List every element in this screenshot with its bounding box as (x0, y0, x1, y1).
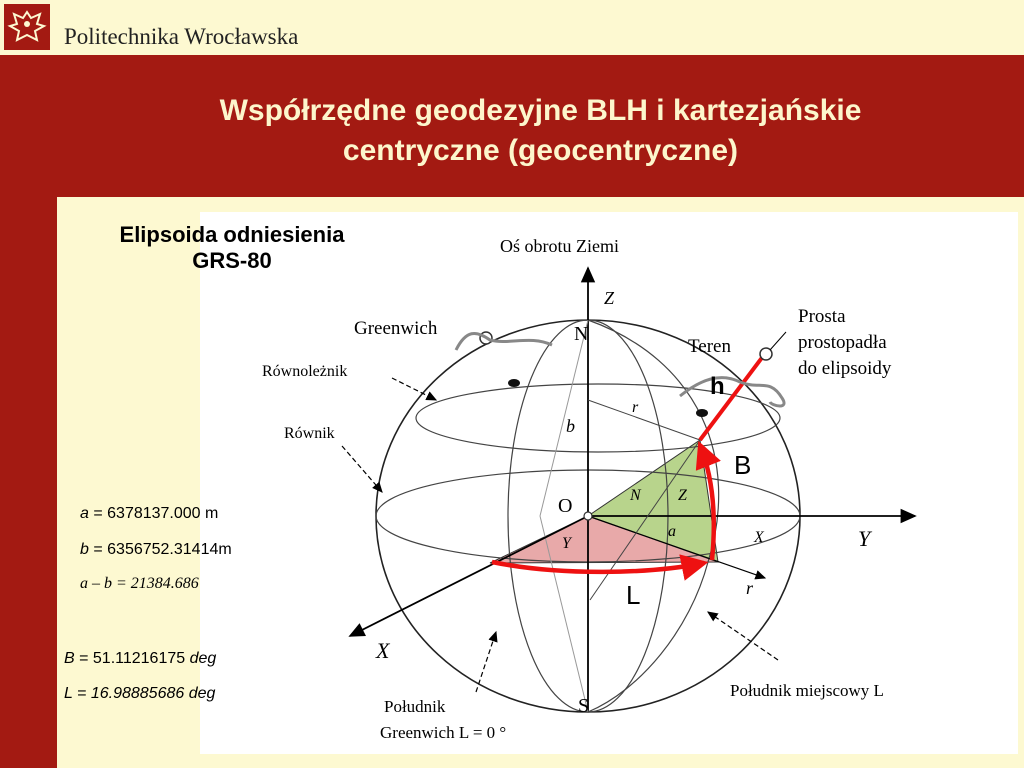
local-terrain (680, 378, 784, 406)
B-label: B (734, 450, 752, 480)
X-small-label: X (754, 529, 764, 546)
X-axis-label: X (376, 638, 390, 663)
slide-title-line2: centryczne (geocentryczne) (342, 134, 739, 167)
origin-label: O (558, 495, 573, 517)
b-semi-axis-label: b (566, 416, 575, 436)
r-right-label: r (746, 578, 754, 598)
b-value: = 6356752.31414m (88, 541, 232, 558)
parallel-pointer (392, 378, 436, 400)
a-parameter (80, 505, 218, 523)
normal-label-line2: prostopadła (798, 332, 887, 353)
Y-axis-label: Y (858, 526, 871, 551)
south-label: S (578, 695, 590, 717)
Y-small-label: Y (562, 535, 571, 552)
a-symbol: a (80, 505, 89, 522)
a-value: = 6378137.000 m (88, 505, 219, 522)
greenwich-meridian-pointer (476, 632, 496, 692)
ellipsoid-heading-line2: GRS-80 (192, 248, 272, 273)
r-radius-line (588, 400, 700, 440)
north-label: N (574, 323, 589, 345)
greenwich-marker (508, 379, 520, 387)
greenwich-meridian-label-line2: Greenwich L = 0 ° (380, 723, 507, 742)
greenwich-meridian-label-line1: Południk (384, 697, 446, 716)
a-minus-b: a – b = 21384.686 (80, 575, 199, 592)
parallel-ellipse (416, 384, 780, 452)
z-axis-label: Z (604, 288, 615, 308)
L-label: L (626, 580, 641, 610)
B-value: = 51.11216175 (74, 650, 190, 667)
parallel-label: Równoleżnik (262, 363, 348, 380)
normal-label-line1: Prosta (798, 306, 846, 327)
local-meridian-label: Południk miejscowy L (730, 681, 884, 700)
N-small-label: N (630, 487, 641, 504)
normal-label-line3: do elipsoidy (798, 358, 892, 379)
B-unit: deg (189, 650, 217, 667)
rotation-axis-label: Oś obrotu Ziemi (500, 236, 619, 256)
B-symbol: B (64, 650, 75, 667)
b-parameter (80, 541, 232, 559)
a-small-label: a (668, 523, 676, 540)
terrain-label: Teren (688, 336, 731, 357)
r-top-label: r (632, 399, 639, 416)
terrain-marker (696, 409, 708, 417)
Z-small-label: Z (678, 487, 687, 504)
equator-pointer (342, 446, 382, 492)
b-symbol: b (80, 541, 89, 558)
greenwich-label: Greenwich (354, 318, 438, 339)
ellipsoid-heading-line1: Elipsoida odniesienia (119, 222, 345, 247)
L-coordinate: L = 16.98885686 deg (64, 685, 216, 702)
origin-point (584, 512, 592, 520)
normal-pointer (770, 332, 786, 350)
L-arc-arrow (492, 562, 704, 572)
ellipsoid-heading (82, 222, 382, 274)
h-label: h (710, 373, 725, 400)
equator-label: Równik (284, 425, 335, 442)
slide-title-line1: Współrzędne geodezyjne BLH i kartezjańskie (219, 94, 862, 127)
B-coordinate (64, 650, 216, 668)
greenwich-meridian-line (540, 320, 588, 516)
university-name: Politechnika Wrocławska (64, 24, 299, 49)
